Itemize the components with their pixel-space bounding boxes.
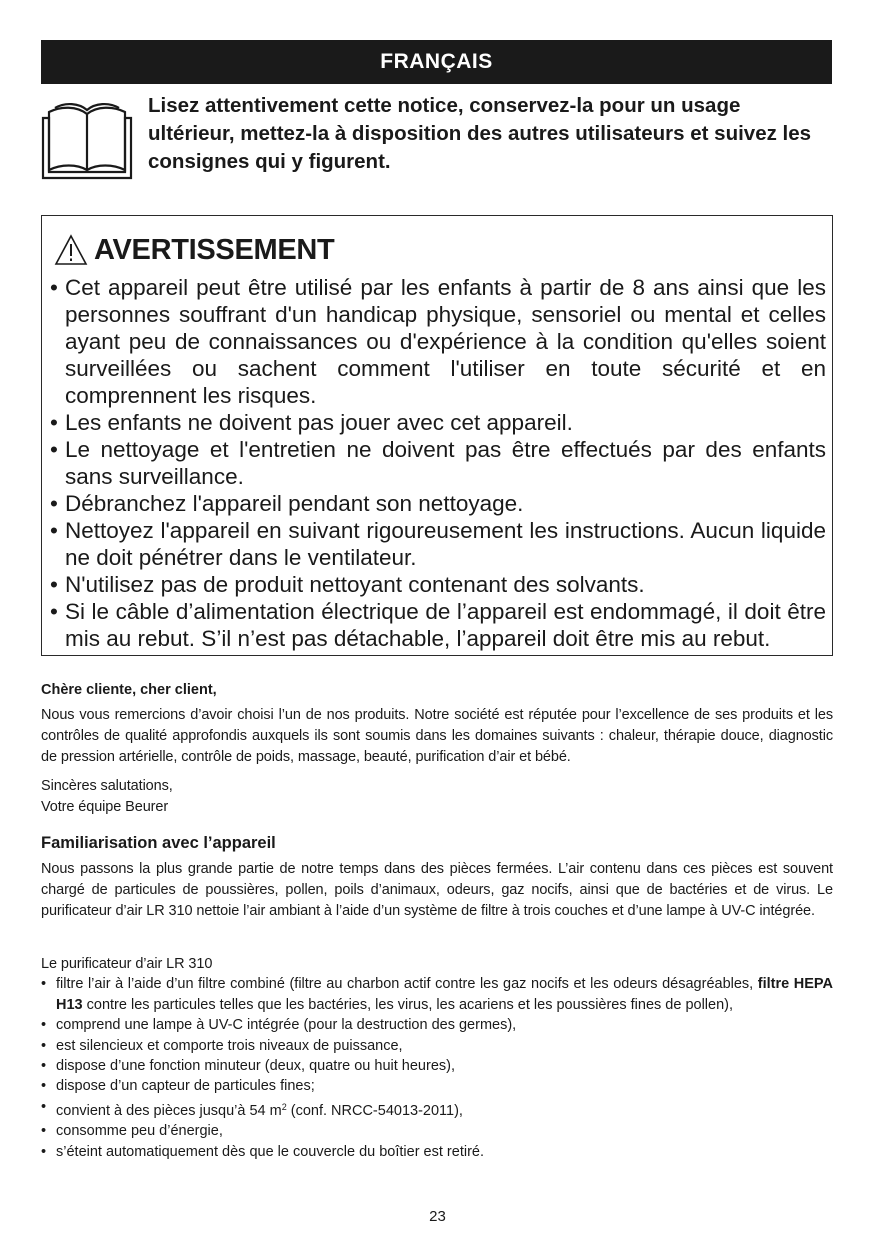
hepa-filter-label: filtre HEPA H13	[56, 976, 833, 1013]
list-item: • Nettoyez l'appareil en suivant rigoureusement les instructions. Aucun liquide ne doit pénétrer dans le ventilateur.	[50, 518, 826, 570]
signature-line: Votre équipe Beurer	[41, 799, 169, 815]
read-notice-text: Lisez attentivement cette notice, conservez-la pour un usage ultérieur, mettez-la à disposition des autres utilisateurs et suivez les consignes qui y figurent.	[148, 94, 812, 173]
greeting-closing	[41, 776, 833, 818]
list-item: • est silencieux et comporte trois niveaux de puissance,	[41, 1037, 403, 1054]
features-section	[41, 954, 833, 1162]
list-item: • N'utilisez pas de produit nettoyant contenant des solvants.	[50, 572, 645, 597]
list-item: • dispose d’une fonction minuteur (deux, quatre ou huit heures),	[41, 1058, 455, 1075]
read-instructions-notice	[41, 92, 832, 184]
greeting-heading: Chère cliente, cher client,	[41, 682, 217, 698]
familiarisation-paragraph: Nous passons la plus grande partie de notre temps dans des pièces fermées. L’air contenu dans ces pièces est souvent chargé de particules de poussières, pollen, poils d’animaux, odeurs, gaz nocifs, ainsi que de bactéries et de virus. Le purificateur d’air LR 310 nettoie l’air ambiant à l’aide d’un système de filtre à trois couches et d’une lampe à UV-C intégrée.	[41, 861, 833, 919]
list-item: • consomme peu d’énergie,	[41, 1123, 223, 1140]
familiarisation-heading: Familiarisation avec l’appareil	[41, 834, 276, 852]
warning-title	[54, 230, 334, 270]
list-item: • Si le câble d’alimentation électrique de l’appareil est endommagé, il doit être mis au rebut. S’il n’est pas détachable, l’appareil doit être mis au rebut.	[50, 599, 826, 651]
features-list	[41, 974, 833, 1162]
warning-list	[50, 274, 826, 652]
list-item: • dispose d’un capteur de particules fines;	[41, 1078, 315, 1095]
features-intro: Le purificateur d’air LR 310	[41, 956, 213, 972]
warning-box	[41, 215, 833, 656]
list-item: • Débranchez l'appareil pendant son nettoyage.	[50, 491, 524, 516]
language-header: FRANÇAIS	[41, 40, 832, 84]
book-icon	[41, 98, 133, 180]
warning-title-text: AVERTISSEMENT	[94, 233, 335, 266]
list-item: • Cet appareil peut être utilisé par les enfants à partir de 8 ans ainsi que les personnes souffrant d'un handicap physique, sensoriel ou mental et celles ayant peu de connaissances ou d'expérience à la condition qu'elles soient surveillées ou sachent comment l'utiliser en toute sécurité et en comprennent les risques.	[50, 275, 826, 408]
list-item: • convient à des pièces jusqu’à 54 $m^2$ (conf. NRCC-54013-2011),	[41, 1098, 463, 1119]
list-item: • Les enfants ne doivent pas jouer avec cet appareil.	[50, 410, 573, 435]
warning-triangle-icon	[54, 234, 88, 266]
list-item: • s’éteint automatiquement dès que le couvercle du boîtier est retiré.	[41, 1143, 484, 1160]
page-number: 23	[429, 1208, 446, 1225]
list-item: • filtre l’air à l’aide d’un filtre combiné (filtre au charbon actif contre les gaz nocifs et les odeurs désagréables, filtre HEPA H13 contre les particules telles que les bactéries, les virus, les acariens et les poussières fines de pollen),	[41, 976, 833, 1013]
list-item: • Le nettoyage et l'entretien ne doivent pas être effectués par des enfants sans surveillance.	[50, 437, 826, 489]
greeting-paragraph: Nous vous remercions d’avoir choisi l’un de nos produits. Notre société est réputée pour l’excellence de ses produits et les contrôles de qualité approfondis auxquels ils sont soumis dans les domaines suivants : chaleur, thérapie douce, diagnostic de pression artérielle, contrôle de poids, massage, beauté, purification d’air et bébé.	[41, 707, 833, 765]
list-item: • comprend une lampe à UV-C intégrée (pour la destruction des germes),	[41, 1017, 517, 1034]
closing-line: Sincères salutations,	[41, 778, 173, 794]
